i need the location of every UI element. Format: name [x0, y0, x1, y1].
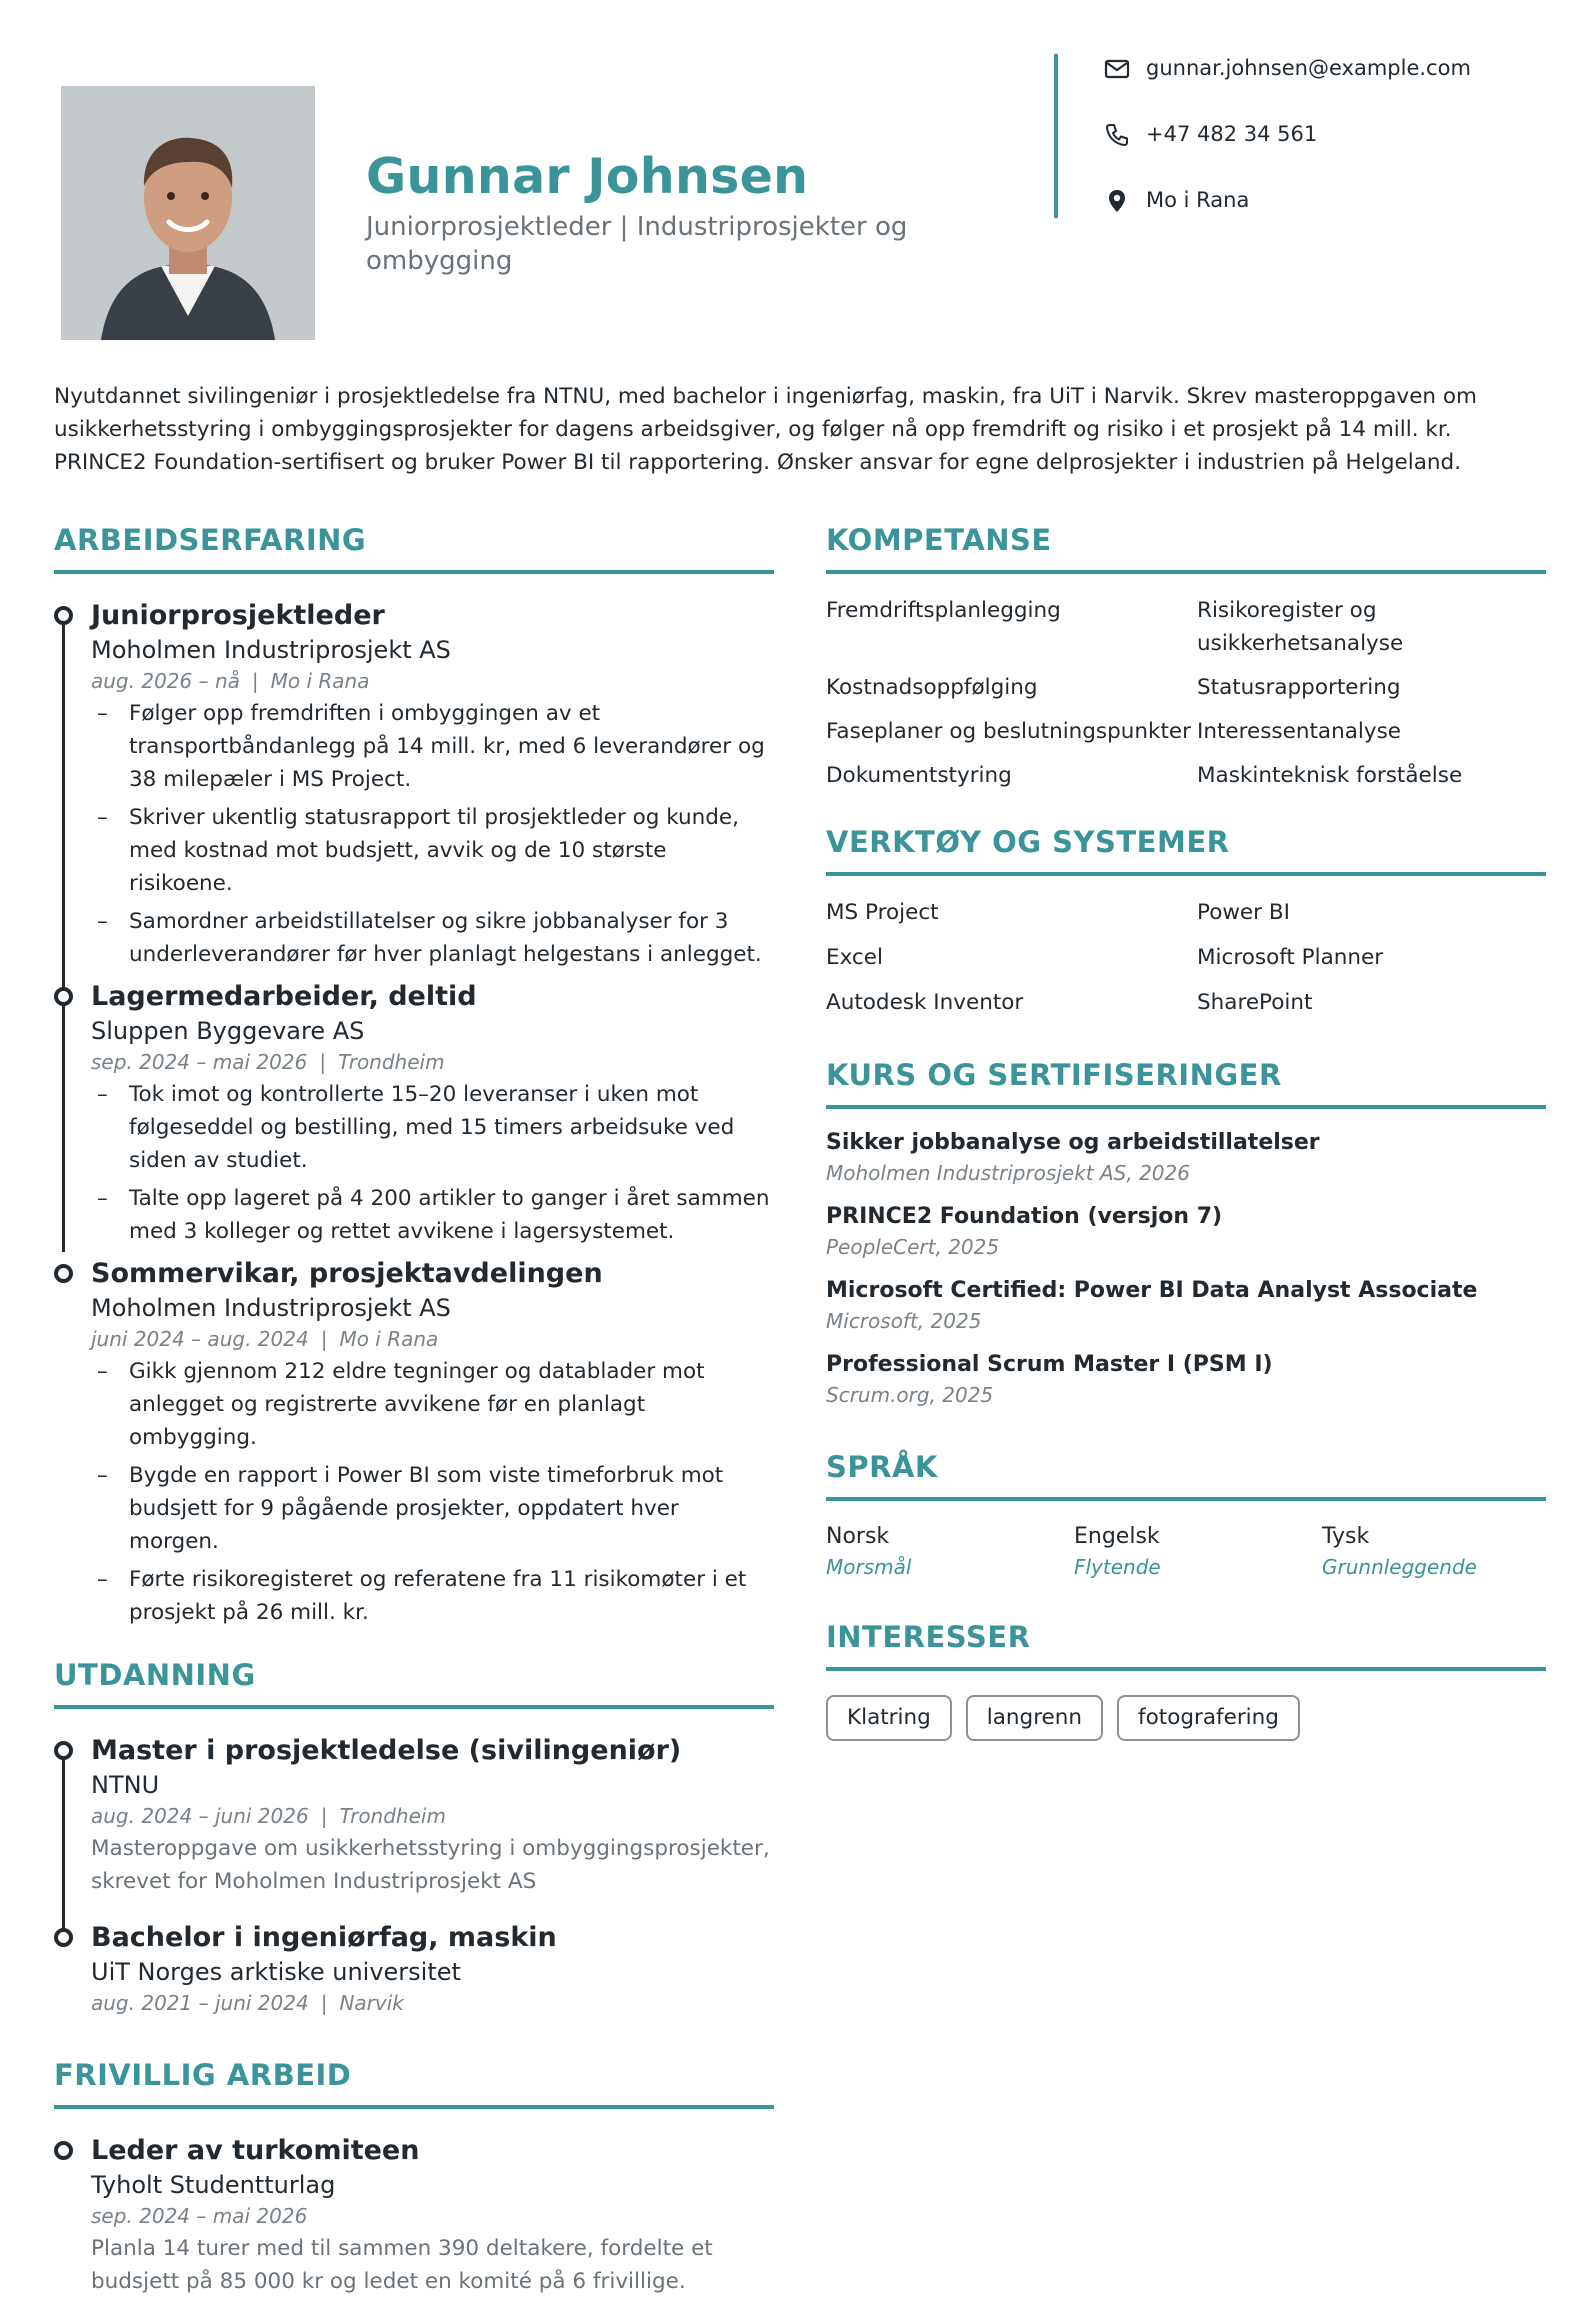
contact-phone-text: +47 482 34 561 [1146, 122, 1318, 146]
entry-organization: UiT Norges arktiske universitet [91, 1958, 461, 1986]
mail-icon [1104, 56, 1130, 82]
tool-item: Power BI [1197, 900, 1290, 925]
entry-date: aug. 2026 – nå [91, 669, 240, 693]
entry-organization: Tyholt Studentturlag [91, 2171, 336, 2199]
skill-item: Fremdriftsplanlegging [826, 598, 1061, 623]
language-name: Norsk [826, 1524, 890, 1549]
bullet-item: – Tok imot og kontrollerte 15–20 leveranser i uken mot følgeseddel og bestilling, med 15 timers arbeidsuke ved siden av studiet. [91, 1078, 774, 1177]
section-rule [826, 872, 1546, 876]
experience-timeline [54, 598, 774, 1629]
course-source: Scrum.org, 2025 [826, 1383, 994, 1407]
entry-title: Bachelor i ingeniørfag, maskin [91, 1922, 557, 1953]
entry-title: Juniorprosjektleder [91, 600, 385, 631]
language-level: Flytende [1074, 1555, 1161, 1579]
section-experience [54, 520, 774, 1629]
entry-place: Narvik [339, 1991, 404, 2015]
entry-bullets [91, 1078, 774, 1248]
section-rule [54, 1705, 774, 1709]
contact-location-text: Mo i Rana [1146, 188, 1250, 212]
entry-date: juni 2024 – aug. 2024 [91, 1327, 309, 1351]
volunteer-entry [54, 2133, 774, 2298]
profile-summary: Nyutdannet sivilingeniør i prosjektledelse fra NTNU, med bachelor i ingeniørfag, maskin, fra UiT i Narvik. Skrev masteroppgaven om usikkerhetsstyring i ombyggingsprosjekter for dagens arbeidsgiver, og følger nå opp fremdrift og risiko i et prosjekt på 14 mill. kr. PRINCE2 Foundation-sertifisert og bruker Power BI til rapportering. Ønsker ansvar for egne delprosjekter i industrien på Helgeland. [54, 384, 1477, 475]
section-rule [826, 1105, 1546, 1109]
section-title-courses: KURS OG SERTIFISERINGER [826, 1058, 1282, 1092]
language-level: Morsmål [826, 1555, 912, 1579]
skill-item: Dokumentstyring [826, 763, 1012, 788]
candidate-name: Gunnar Johnsen [366, 148, 809, 205]
bullet-item: – Førte risikoregisteret og referatene fra 11 risikomøter i et prosjekt på 26 mill. kr. [91, 1563, 774, 1629]
course-title: PRINCE2 Foundation (versjon 7) [826, 1204, 1223, 1229]
bullet-item: – Talte opp lageret på 4 200 artikler to ganger i året sammen med 3 kolleger og rettet avvikene i lagersystemet. [91, 1182, 774, 1248]
section-courses [826, 1055, 1546, 1411]
entry-place: Trondheim [338, 1050, 445, 1074]
course-title: Professional Scrum Master I (PSM I) [826, 1352, 1273, 1377]
course-item [826, 1275, 1546, 1337]
tool-item: Excel [826, 945, 883, 970]
entry-date: sep. 2024 – mai 2026 [91, 1050, 308, 1074]
bullet-item: – Skriver ukentlig statusrapport til prosjektleder og kunde, med kostnad mot budsjett, avvik og de 10 største risikoene. [91, 801, 774, 900]
meta-separator: | [320, 1804, 328, 1828]
tool-item: Microsoft Planner [1197, 945, 1384, 970]
section-title-languages: SPRÅK [826, 1450, 938, 1484]
section-title-tools: VERKTØY OG SYSTEMER [826, 825, 1230, 859]
entry-meta [91, 1047, 774, 1078]
entry-meta [91, 666, 774, 697]
volunteer-timeline [54, 2133, 774, 2298]
interest-tags [826, 1695, 1546, 1741]
map-pin-icon [1104, 188, 1130, 214]
course-title: Microsoft Certified: Power BI Data Analyst Associate [826, 1278, 1478, 1303]
entry-organization: Sluppen Byggevare AS [91, 1017, 365, 1045]
contact-phone[interactable] [1104, 122, 1317, 146]
entry-organization: Moholmen Industriprosjekt AS [91, 636, 451, 664]
timeline-dot [54, 1741, 73, 1760]
skill-item: Risikoregister og usikkerhetsanalyse [1197, 598, 1404, 656]
entry-place: Trondheim [339, 1804, 446, 1828]
entry-title: Master i prosjektledelse (sivilingeniør) [91, 1735, 682, 1766]
experience-entry [54, 979, 774, 1248]
meta-separator: | [251, 669, 259, 693]
education-timeline [54, 1733, 774, 2019]
language-level: Grunnleggende [1322, 1555, 1477, 1579]
entry-description: Planla 14 turer med til sammen 390 deltakere, fordelte et budsjett på 85 000 kr og ledet en komité på 6 frivillige. [91, 2236, 713, 2294]
entry-date: aug. 2024 – juni 2026 [91, 1804, 309, 1828]
language-item [826, 1521, 1074, 1583]
course-source: Moholmen Industriprosjekt AS, 2026 [826, 1161, 1190, 1185]
meta-separator: | [320, 1327, 328, 1351]
entry-bullets [91, 1355, 774, 1629]
education-entry [54, 1733, 774, 1898]
timeline-dot [54, 1264, 73, 1283]
education-entry [54, 1920, 774, 2019]
tools-grid [826, 896, 1546, 1019]
course-item [826, 1127, 1546, 1189]
section-title-volunteer: FRIVILLIG ARBEID [54, 2058, 352, 2092]
bullet-item: – Følger opp fremdriften i ombyggingen av et transportbåndanlegg på 14 mill. kr, med 6 leverandører og 38 milepæler i MS Project. [91, 697, 774, 796]
language-item [1074, 1521, 1322, 1583]
entry-title: Lagermedarbeider, deltid [91, 981, 477, 1012]
profile-photo-graphic [61, 86, 315, 340]
section-skills [826, 520, 1546, 792]
skill-item: Interessentanalyse [1197, 719, 1402, 744]
course-title: Sikker jobbanalyse og arbeidstillatelser [826, 1130, 1320, 1155]
section-rule [54, 570, 774, 574]
section-education [54, 1655, 774, 2019]
contact-divider [1054, 54, 1058, 218]
entry-description: Masteroppgave om usikkerhetsstyring i ombyggingsprosjekter, skrevet for Moholmen Industriprosjekt AS [91, 1836, 770, 1894]
skills-grid [826, 594, 1546, 792]
language-name: Tysk [1322, 1524, 1370, 1549]
timeline-dot [54, 1928, 73, 1947]
section-title-experience: ARBEIDSERFARING [54, 523, 367, 557]
section-title-interests: INTERESSER [826, 1620, 1031, 1654]
language-name: Engelsk [1074, 1524, 1160, 1549]
courses-list [826, 1127, 1546, 1411]
skill-item: Statusrapportering [1197, 675, 1401, 700]
profile-photo [61, 86, 315, 340]
bullet-item: – Gikk gjennom 212 eldre tegninger og datablader mot anlegget og registrerte avvikene før en planlagt ombygging. [91, 1355, 774, 1454]
bullet-item: – Samordner arbeidstillatelser og sikre jobbanalyser for 3 underleverandører før hver planlagt helgestans i anlegget. [91, 905, 774, 971]
entry-organization: Moholmen Industriprosjekt AS [91, 1294, 451, 1322]
entry-meta [91, 1988, 774, 2019]
skill-item: Kostnadsoppfølging [826, 675, 1038, 700]
entry-title: Leder av turkomiteen [91, 2135, 420, 2166]
right-column [826, 520, 1546, 1741]
entry-meta [91, 1324, 774, 1355]
entry-bullets [91, 697, 774, 971]
section-rule [826, 570, 1546, 574]
experience-entry [54, 598, 774, 971]
entry-place: Mo i Rana [339, 1327, 439, 1351]
section-rule [826, 1667, 1546, 1671]
bullet-item: – Bygde en rapport i Power BI som viste timeforbruk mot budsjett for 9 pågående prosjekter, oppdatert hver morgen. [91, 1459, 774, 1558]
tool-item: MS Project [826, 900, 939, 925]
section-rule [826, 1497, 1546, 1501]
entry-place: Mo i Rana [270, 669, 370, 693]
interest-tag: Klatring [826, 1695, 952, 1741]
meta-separator: | [319, 1050, 327, 1074]
section-volunteer [54, 2055, 774, 2298]
skill-item: Maskinteknisk forståelse [1197, 763, 1463, 788]
section-tools [826, 822, 1546, 1019]
course-source: PeopleCert, 2025 [826, 1235, 1000, 1259]
course-source: Microsoft, 2025 [826, 1309, 982, 1333]
section-title-skills: KOMPETANSE [826, 523, 1052, 557]
timeline-dot [54, 606, 73, 625]
contact-location [1104, 188, 1249, 212]
languages-row [826, 1521, 1546, 1583]
contact-email[interactable] [1104, 56, 1471, 80]
left-column [54, 520, 774, 2298]
entry-title: Sommervikar, prosjektavdelingen [91, 1258, 603, 1289]
entry-date: sep. 2024 – mai 2026 [91, 2204, 308, 2228]
course-item [826, 1349, 1546, 1411]
interest-tag: fotografering [1117, 1695, 1300, 1741]
skill-item: Faseplaner og beslutningspunkter [826, 719, 1191, 744]
candidate-headline: Juniorprosjektleder | Industriprosjekter og ombygging [366, 212, 908, 276]
entry-meta [91, 1801, 774, 1832]
meta-separator: | [320, 1991, 328, 2015]
phone-icon [1104, 122, 1130, 148]
language-item [1322, 1521, 1546, 1583]
section-title-education: UTDANNING [54, 1658, 256, 1692]
entry-date: aug. 2021 – juni 2024 [91, 1991, 309, 2015]
entry-organization: NTNU [91, 1771, 160, 1799]
timeline-dot [54, 987, 73, 1006]
tool-item: Autodesk Inventor [826, 990, 1024, 1015]
section-interests [826, 1617, 1546, 1741]
section-languages [826, 1447, 1546, 1583]
section-rule [54, 2105, 774, 2109]
contact-email-text[interactable]: gunnar.johnsen@example.com [1146, 56, 1471, 80]
experience-entry [54, 1256, 774, 1629]
tool-item: SharePoint [1197, 990, 1313, 1015]
interest-tag: langrenn [966, 1695, 1103, 1741]
course-item [826, 1201, 1546, 1263]
timeline-dot [54, 2141, 73, 2160]
